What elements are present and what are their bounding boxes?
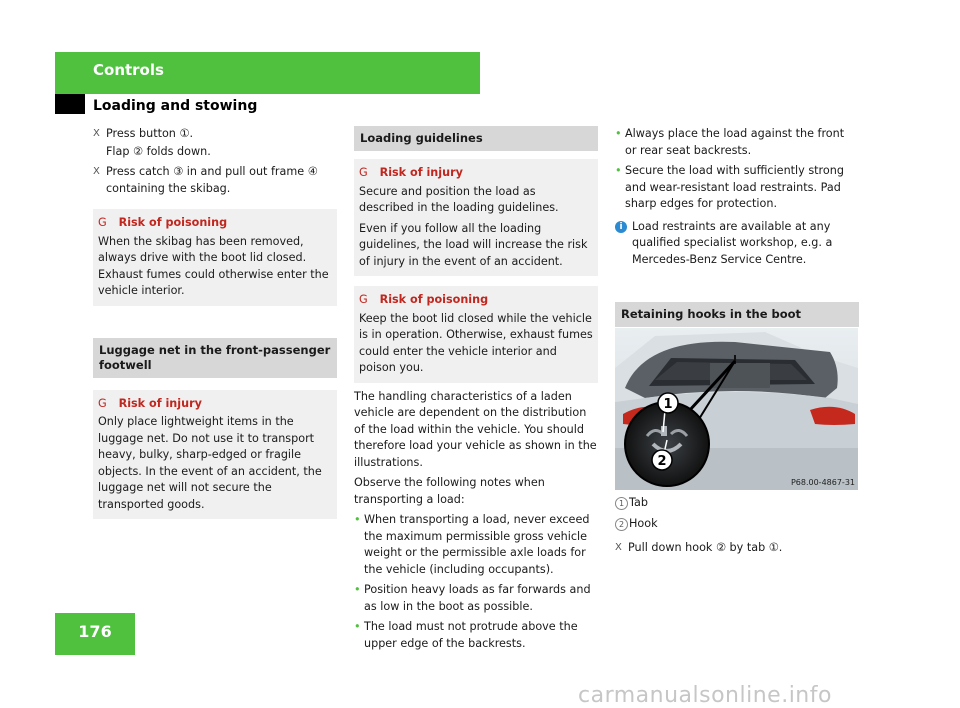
observe-paragraph: Observe the following notes when transporting a load:: [354, 476, 545, 506]
warning-icon: G: [98, 396, 107, 410]
list-item: • Always place the load against the front or rear seat backrests.: [615, 127, 845, 157]
info-icon: i: [615, 221, 627, 233]
photo-legend: [615, 495, 859, 561]
boot-retaining-hook-photo: [615, 328, 858, 490]
chapter-title: Controls: [93, 61, 164, 79]
warning-icon: G: [359, 166, 368, 179]
step-flap-text: Flap ② folds down.: [106, 144, 211, 158]
luggage-net-header: Luggage net in the front-passenger footwell: [93, 338, 337, 378]
marker-1: 1: [615, 497, 628, 510]
bullet-icon: •: [354, 583, 361, 596]
bullet-icon: •: [354, 620, 361, 633]
retaining-hooks-header: Retaining hooks in the boot: [615, 302, 859, 327]
photo-code: P68.00-4867-31: [790, 478, 855, 487]
info-note: i Load restraints are available at any qualified specialist workshop, e.g. a Mercedes-Benz Service Centre.: [615, 219, 859, 269]
watermark: carmanualsonline.info: [578, 683, 832, 708]
step-pull-down-hook: X Pull down hook ② by tab ①.: [615, 540, 859, 557]
bullet-icon: •: [615, 164, 622, 177]
marker-2: 2: [615, 518, 628, 531]
column-left: [93, 126, 337, 523]
arrow-icon: X: [615, 542, 622, 553]
warning-poisoning: G Risk of poisoning When the skibag has been removed, always drive with the boot lid closed. Exhaust fumes could otherwise enter the vehicle interior.: [93, 209, 337, 306]
bullet-icon: •: [615, 127, 622, 140]
callout-1: 1: [663, 397, 673, 412]
list-item: • Secure the load with sufficiently strong and wear-resistant load restraints. Pad sharp edges for protection.: [615, 164, 844, 210]
list-item: • The load must not protrude above the upper edge of the backrests.: [354, 620, 578, 650]
list-item: • When transporting a load, never exceed the maximum permissible gross vehicle weight or the permissible axle loads for the vehicle (including occupants).: [354, 513, 590, 576]
handling-paragraph: The handling characteristics of a laden vehicle are dependent on the distribution of the load within the vehicle. You should therefore load your vehicle as shown in the illustrations.: [354, 389, 597, 469]
section-title: Loading and stowing: [93, 98, 258, 114]
loading-guidelines-header: Loading guidelines: [354, 126, 598, 151]
column-middle: [354, 126, 598, 656]
bullet-icon: •: [354, 513, 361, 526]
page-number: 176: [78, 622, 112, 641]
arrow-icon: X: [93, 166, 100, 177]
list-item: • Position heavy loads as far forwards and as low in the boot as possible.: [354, 583, 591, 613]
section-marker: [55, 94, 85, 114]
column-right: [615, 126, 859, 327]
warning-icon: G: [98, 216, 107, 229]
callout-2: 2: [657, 454, 667, 469]
step-press-catch: X Press catch ③ in and pull out frame ④ containing the skibag.: [93, 165, 318, 195]
step-press-button: X Press button ①.: [93, 126, 337, 143]
warning-poisoning: G Risk of poisoning Keep the boot lid closed while the vehicle is in operation. Otherwise, exhaust fumes could enter the vehicle interior and poison you.: [354, 286, 598, 383]
legend-tab: 1 Tab: [615, 495, 859, 512]
arrow-icon: X: [93, 128, 100, 139]
warning-injury: G Risk of injury Secure and position the load as described in the loading guidelines. Even if you follow all the loading guidelines, the load will increase the risk of injury in the event of an accident.: [354, 159, 598, 276]
legend-hook: 2 Hook: [615, 516, 859, 533]
warning-injury: G Risk of injury Only place lightweight items in the luggage net. Do not use it to transport heavy, bulky, sharp-edged or fragile objects. In the event of an accident, the luggage net will not secure the transported goods.: [93, 390, 337, 520]
warning-icon: G: [359, 293, 368, 306]
